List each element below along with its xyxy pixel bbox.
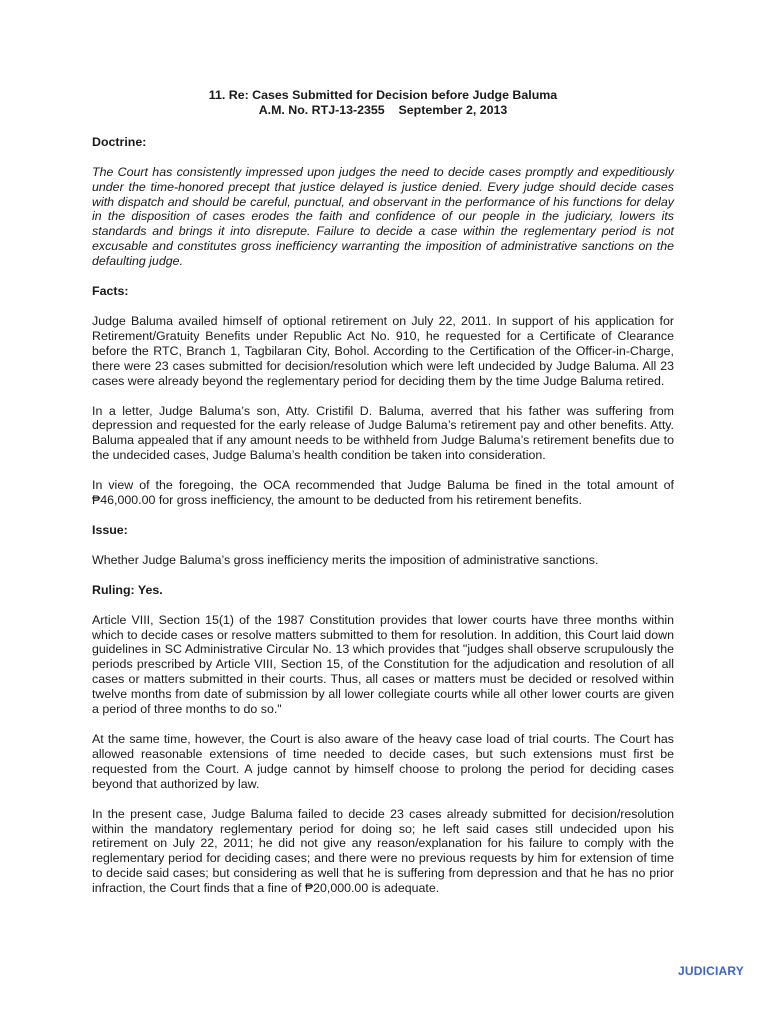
footer-judiciary-label: JUDICIARY <box>677 964 744 978</box>
facts-paragraph: In view of the foregoing, the OCA recommended that Judge Baluma be fined in the total amount of ₱46,000.00 for gross inefficiency, the amount to be deducted from his retirement benefits. <box>92 478 674 508</box>
case-title: 11. Re: Cases Submitted for Decision before Judge Baluma <box>208 88 558 102</box>
facts-paragraph: Judge Baluma availed himself of optional retirement on July 22, 2011. In support of his application for Retirement/Gratuity Benefits under Republic Act No. 910, he requested for a Certificate of Clearance before the RTC, Branch 1, Tagbilaran City, Bohol. According to the Certification of the Officer-in-Charge, there were 23 cases submitted for decision/resolution which were left undecided by Judge Baluma. All 23 cases were already beyond the reglementary period for deciding them by the time Judge Baluma retired. <box>92 313 674 388</box>
ruling-paragraph: In the present case, Judge Baluma failed to decide 23 cases already submitted for decision/resolution within the mandatory reglementary period for doing so; he left said cases still undecided upon his retirement on July 22, 2011; he did not give any reason/explanation for his failure to comply with the reglementary period for deciding cases; and there were no previous requests by him for extension of time to decide said cases; but considering as well that he is suffering from depression and that he has no prior infraction, the Court finds that a fine of ₱20,000.00 is adequate. <box>92 806 674 896</box>
ruling-paragraph: At the same time, however, the Court is also aware of the heavy case load of trial courts. The Court has allowed reasonable extensions of time needed to decide cases, but such extensions must first be requested from the Court. A judge cannot by himself choose to prolong the period for deciding cases beyond that authorized by law. <box>92 732 674 791</box>
document-title <box>92 88 674 118</box>
issue-heading: Issue: <box>92 522 128 537</box>
ruling-heading: Ruling: Yes. <box>92 582 163 597</box>
document-body <box>92 88 674 911</box>
issue-text: Whether Judge Baluma’s gross inefficiency merits the imposition of administrative sanctions. <box>92 552 599 567</box>
facts-paragraph: In a letter, Judge Baluma’s son, Atty. Cristifil D. Baluma, averred that his father was suffering from depression and requested for the early release of Judge Baluma’s retirement pay and other benefits. Atty. Baluma appealed that if any amount needs to be withheld from Judge Baluma’s retirement benefits due to the undecided cases, Judge Baluma’s health condition be taken into consideration. <box>92 403 674 463</box>
ruling-paragraph: Article VIII, Section 15(1) of the 1987 Constitution provides that lower courts have three months within which to decide cases or resolve matters submitted to them for resolution. In addition, this Court laid down guidelines in SC Administrative Circular No. 13 which provides that "judges shall observe scrupulously the periods prescribed by Article VIII, Section 15, of the Constitution for the adjudication and resolution of all cases or matters submitted in their courts. Thus, all cases or matters must be decided or resolved within twelve months from date of submission by all lower collegiate courts while all other lower courts are given a period of three months to do so." <box>92 612 674 717</box>
case-citation: A.M. No. RTJ-13-2355 September 2, 2013 <box>258 102 508 117</box>
facts-heading: Facts: <box>92 284 129 299</box>
doctrine-text: The Court has consistently impressed upon judges the need to decide cases promptly and expeditiously under the time-honored precept that justice delayed is justice denied. Every judge should decide cases with dispatch and should be careful, punctual, and observant in the performance of his functions for delay in the disposition of cases erodes the faith and confidence of our people in the judiciary, lowers its standards and brings it into disrepute. Failure to decide a case within the reglementary period is not excusable and constitutes gross inefficiency warranting the imposition of administrative sanctions on the defaulting judge. <box>92 164 674 269</box>
doctrine-heading: Doctrine: <box>92 134 147 149</box>
